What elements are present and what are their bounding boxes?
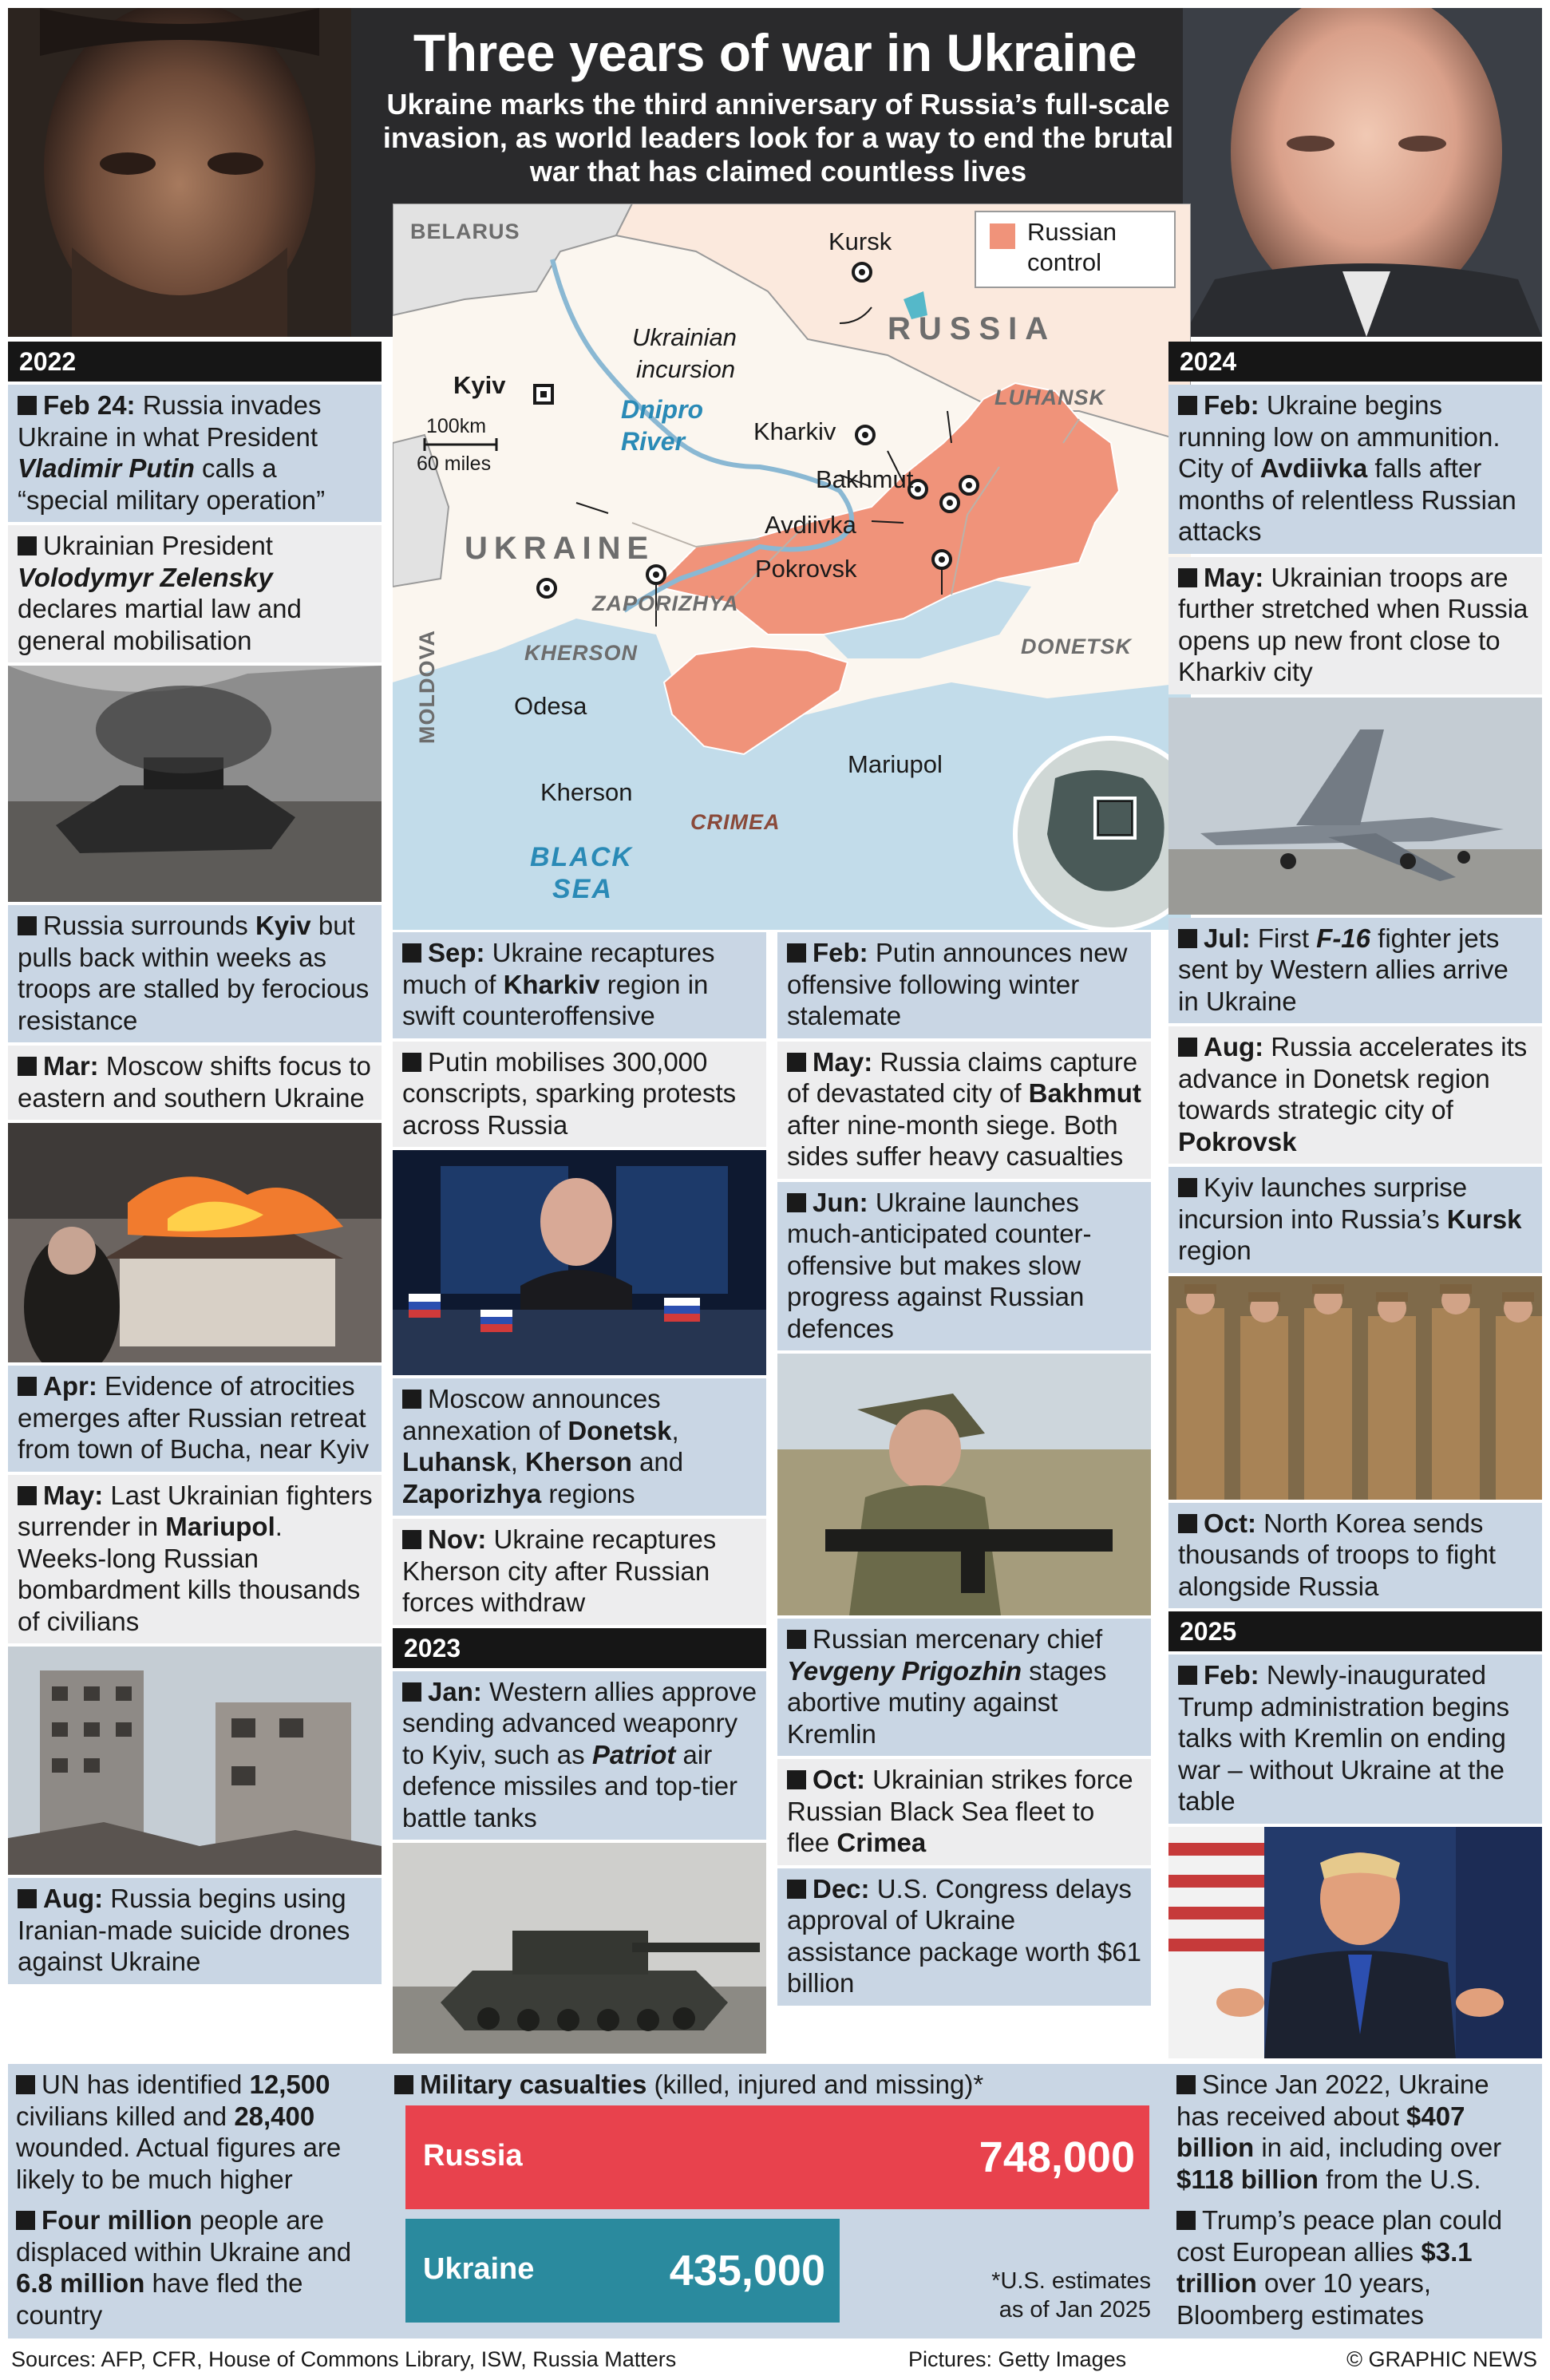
- bullet-square: [1178, 1038, 1197, 1057]
- map-label-russia: RUSSIA: [888, 311, 1057, 346]
- bullet-square: [18, 1377, 37, 1396]
- bullet-square: [402, 1390, 421, 1409]
- year-heading-2022: 2022: [8, 342, 382, 382]
- bullet-square: [402, 1682, 421, 1702]
- map-label-dnipro-1: Dnipro: [621, 395, 704, 424]
- bullet-square: [1178, 568, 1197, 587]
- casualties-title: Military casualties (killed, injured and missing)*: [394, 2069, 1161, 2101]
- map-label-luhansk: LUHANSK: [994, 385, 1105, 409]
- map-label-crimea: CRIMEA: [690, 810, 781, 834]
- event-2023-prigozhin: Russian mercenary chief Yevgeny Prigozhin stages abortive mutiny against Kremlin: [777, 1619, 1151, 1756]
- bullet-square: [1178, 396, 1197, 415]
- bullet-square: [18, 536, 37, 555]
- map-label-incursion-1: Ukrainian: [632, 323, 737, 351]
- event-2023-may: May: Russia claims capture of devastated city of Bakhmut after nine-month siege. Both sides suffer heavy casualties: [777, 1042, 1151, 1179]
- map-city-bakhmut: Bakhmut: [816, 465, 914, 493]
- footer-sources: Sources: AFP, CFR, House of Commons Library, ISW, Russia Matters: [11, 2347, 677, 2371]
- map-label-black-sea-1: BLACK: [530, 842, 633, 872]
- bullet-square: [402, 943, 421, 963]
- event-2023-feb: Feb: Putin announces new offensive following winter stalemate: [777, 932, 1151, 1038]
- bullet-square: [1178, 1178, 1197, 1197]
- casualty-note-1: *U.S. estimates: [991, 2268, 1151, 2294]
- event-2022-aug: Aug: Russia begins using Iranian-made suicide drones against Ukraine: [8, 1878, 382, 1984]
- map-city-kursk: Kursk: [828, 227, 892, 255]
- event-2022-apr: Apr: Evidence of atrocities emerges after Russian retreat from town of Bucha, near Kyiv: [8, 1366, 382, 1472]
- map-scale-km: 100km: [426, 415, 487, 437]
- column-2022: [8, 342, 382, 1987]
- event-2023-dec: Dec: U.S. Congress delays approval of Ukraine assistance package worth $61 billion: [777, 1868, 1151, 2006]
- casualty-note-2: as of Jan 2025: [998, 2297, 1151, 2323]
- event-2022-annexation: Moscow announces annexation of Donetsk, Luhansk, Kherson and Zaporizhya regions: [393, 1378, 766, 1516]
- map-city-odesa: Odesa: [514, 692, 587, 720]
- bullet-square: [402, 1530, 421, 1549]
- event-2024-feb: Feb: Ukraine begins running low on ammunition. City of Avdiivka falls after months of relentless Russian attacks: [1168, 385, 1542, 554]
- map-city-kherson: Kherson: [540, 778, 633, 806]
- footer-pictures: Pictures: Getty Images: [908, 2347, 1127, 2371]
- map-city-pokrovsk: Pokrovsk: [755, 555, 857, 583]
- event-2022-nov: Nov: Ukraine recaptures Kherson city after Russian forces withdraw: [393, 1519, 766, 1625]
- event-2022-mar: Mar: Moscow shifts focus to eastern and southern Ukraine: [8, 1046, 382, 1120]
- map-city-mariupol: Mariupol: [848, 750, 943, 778]
- bullet-square: [1176, 2211, 1196, 2230]
- bullet-square: [787, 943, 806, 963]
- map-label-kherson-region: KHERSON: [524, 641, 639, 665]
- stat-peace-plan: Trump’s peace plan could cost European allies $3.1 trillion over 10 years, Bloomberg estimates: [1176, 2205, 1503, 2330]
- column-2023: [777, 932, 1151, 2009]
- map-label-incursion-2: incursion: [636, 355, 736, 383]
- map-legend-label: Russian control: [1027, 218, 1117, 276]
- bullet-square: [18, 1889, 37, 1908]
- year-heading-2025: 2025: [1168, 1611, 1542, 1651]
- bullet-square: [1178, 929, 1197, 948]
- event-2024-oct: Oct: North Korea sends thousands of troops to fight alongside Russia: [1168, 1503, 1542, 1609]
- bullet-square: [1176, 2075, 1196, 2094]
- bullet-square: [18, 916, 37, 935]
- bullet-square: [18, 1486, 37, 1505]
- map-label-dnipro-2: River: [621, 427, 686, 456]
- event-2024-kursk: Kyiv launches surprise incursion into Russia’s Kursk region: [1168, 1167, 1542, 1273]
- column-2022-late-2023: [393, 932, 766, 2057]
- map-label-zaporizhya: ZAPORIZHYA: [592, 591, 739, 615]
- event-2024-aug: Aug: Russia accelerates its advance in Donetsk region towards strategic city of Pokrovsk: [1168, 1026, 1542, 1164]
- photo-north-korean-troops: [1168, 1276, 1542, 1500]
- event-2023-oct: Oct: Ukrainian strikes force Russian Black Sea fleet to flee Crimea: [777, 1759, 1151, 1865]
- event-2023-jan: Jan: Western allies approve sending advanced weaponry to Kyiv, such as Patriot air defence missiles and top-tier battle tanks: [393, 1671, 766, 1840]
- photo-battle-tank: [393, 1843, 766, 2054]
- event-2022-feb24: Feb 24: Russia invades Ukraine in what President Vladimir Putin calls a “special military operation”: [8, 385, 382, 522]
- map-label-ukraine: UKRAINE: [465, 531, 655, 566]
- stat-civilians: UN has identified 12,500 civilians killed and 28,400 wounded. Actual figures are likely to be much higher: [16, 2070, 342, 2194]
- bullet-square: [394, 2075, 413, 2094]
- map-city-kharkiv: Kharkiv: [753, 417, 836, 445]
- stat-aid: Since Jan 2022, Ukraine has received about $407 billion in aid, including over $118 billion from the U.S.: [1176, 2070, 1502, 2194]
- map-city-avdiivka: Avdiivka: [765, 511, 856, 539]
- event-2024-jul: Jul: First F-16 fighter jets sent by Western allies arrive in Ukraine: [1168, 918, 1542, 1024]
- photo-f16-jet: [1168, 698, 1542, 915]
- bullet-square: [787, 1630, 806, 1649]
- event-2022-martial-law: Ukrainian President Volodymyr Zelensky declares martial law and general mobilisation: [8, 525, 382, 662]
- bullet-square: [1178, 1514, 1197, 1533]
- event-2024-may: May: Ukrainian troops are further stretched when Russia opens up new front close to Kharkiv city: [1168, 557, 1542, 694]
- photo-trump: [1168, 1827, 1542, 2058]
- ukraine-map: [393, 204, 1191, 930]
- bullet-square: [402, 1053, 421, 1072]
- footer-credit: © GRAPHIC NEWS: [1346, 2347, 1537, 2371]
- photo-prigozhin: [777, 1354, 1151, 1615]
- map-scale-mi: 60 miles: [417, 453, 492, 475]
- russia-bar-value: 748,000: [979, 2133, 1135, 2181]
- map-label-black-sea-2: SEA: [552, 874, 613, 904]
- event-2022-mobilisation: Putin mobilises 300,000 conscripts, sparking protests across Russia: [393, 1042, 766, 1148]
- event-2022-kyiv: Russia surrounds Kyiv but pulls back within weeks as troops are stalled by ferocious resistance: [8, 905, 382, 1042]
- column-2024-2025: [1168, 342, 1542, 2062]
- footer: [8, 2343, 1542, 2375]
- bullet-square: [787, 1053, 806, 1072]
- photo-putin-rally: [393, 1150, 766, 1375]
- bullet-square: [18, 396, 37, 415]
- event-2022-may: May: Last Ukrainian fighters surrender in Mariupol. Weeks-long Russian bombardment kills thousands of civilians: [8, 1475, 382, 1644]
- bullet-square: [18, 1057, 37, 1076]
- russia-casualty-bar: [405, 2105, 1149, 2209]
- bullet-square: [787, 1770, 806, 1789]
- russia-bar-label: Russia: [423, 2139, 523, 2172]
- stat-displaced: Four million people are displaced within Ukraine and 6.8 million have fled the country: [16, 2205, 352, 2330]
- ukraine-bar-value: 435,000: [669, 2247, 825, 2295]
- page-title: Three years of war in Ukraine: [413, 23, 1137, 82]
- photo-destroyed-building: [8, 1647, 382, 1875]
- stats-panel: [8, 2064, 1542, 2338]
- ukraine-bar-label: Ukraine: [423, 2252, 535, 2286]
- map-city-kyiv: Kyiv: [453, 371, 506, 399]
- map-label-moldova: MOLDOVA: [415, 630, 439, 744]
- bullet-square: [1178, 1666, 1197, 1685]
- event-2022-sep: Sep: Ukraine recaptures much of Kharkiv region in swift counteroffensive: [393, 932, 766, 1038]
- page-subtitle: Ukraine marks the third anniversary of Russia’s full-scale invasion, as world leaders look for a way to end the brutal war that has claimed countless lives: [382, 88, 1174, 188]
- photo-burning-tank: [8, 666, 382, 902]
- bullet-square: [787, 1880, 806, 1899]
- bullet-square: [16, 2075, 35, 2094]
- bullet-square: [787, 1193, 806, 1212]
- map-label-belarus: BELARUS: [410, 219, 520, 243]
- map-label-donetsk: DONETSK: [1021, 635, 1133, 658]
- photo-burning-house: [8, 1123, 382, 1362]
- event-2025-feb: Feb: Newly-inaugurated Trump administration begins talks with Kremlin on ending war – without Ukraine at the table: [1168, 1655, 1542, 1824]
- ukraine-casualty-bar: [405, 2219, 840, 2323]
- event-2023-jun: Jun: Ukraine launches much-anticipated counter-offensive but makes slow progress against Russian defences: [777, 1182, 1151, 1351]
- bullet-square: [16, 2211, 35, 2230]
- year-heading-2024: 2024: [1168, 342, 1542, 382]
- year-heading-2023: 2023: [393, 1628, 766, 1668]
